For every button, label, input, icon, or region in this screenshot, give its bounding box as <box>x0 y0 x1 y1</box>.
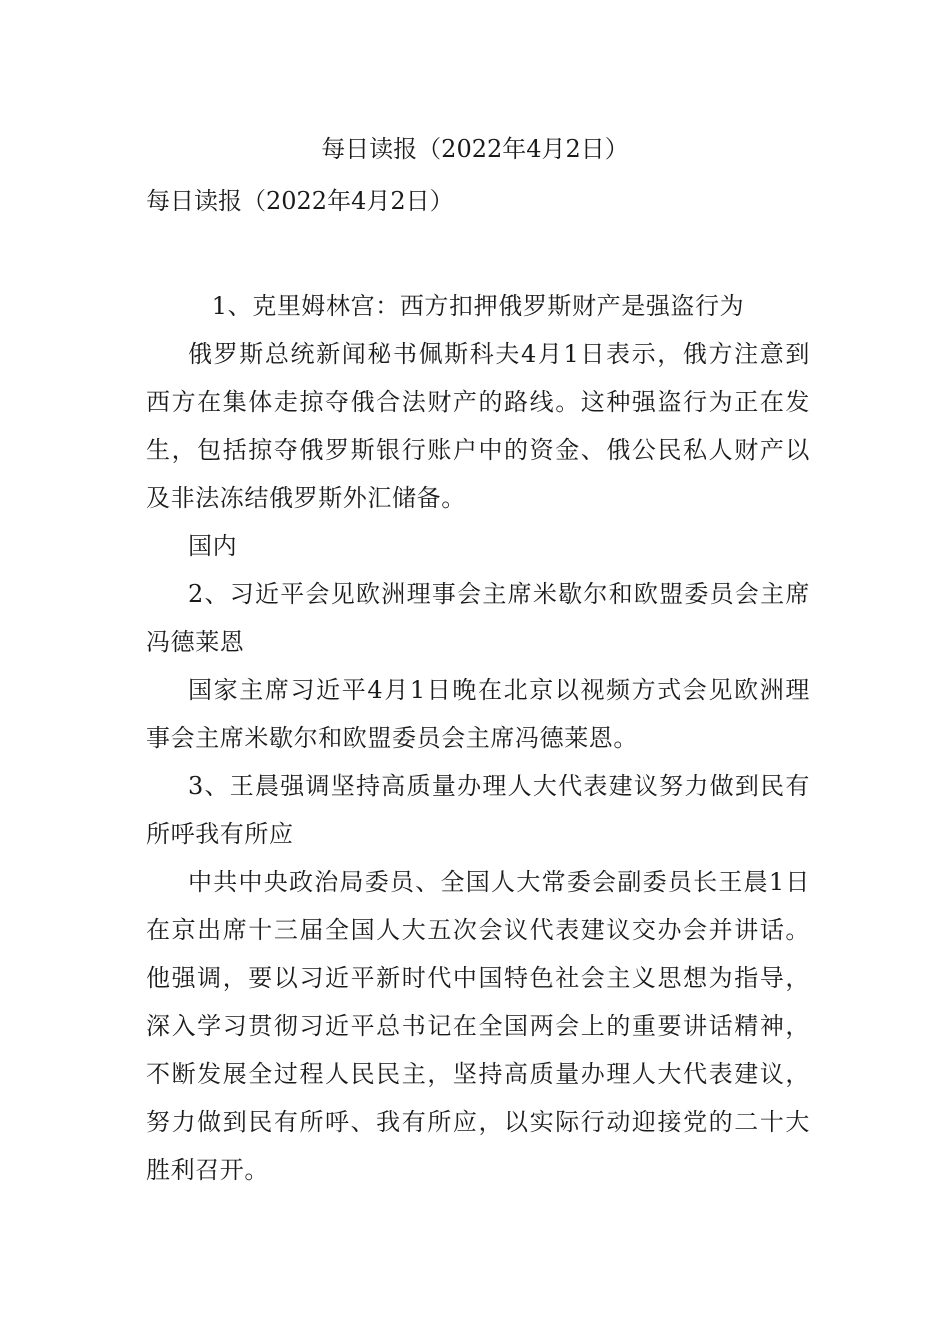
paragraph-3: 中共中央政治局委员、全国人大常委会副委员长王晨1日在京出席十三届全国人大五次会议代表建议交办会并讲话。他强调，要以习近平新时代中国特色社会主义思想为指导，深入学习贯彻习近平总书记在全国两会上的重要讲话精神，不断发展全过程人民民主，坚持高质量办理人大代表建议，努力做到民有所呼、我有所应，以实际行动迎接党的二十大胜利召开。 <box>146 868 810 1184</box>
document-title: 每日读报（2022年4月2日） <box>321 135 629 163</box>
paragraph-1: 俄罗斯总统新闻秘书佩斯科夫4月1日表示，俄方注意到西方在集体走掠夺俄合法财产的路线。这种强盗行为正在发生，包括掠夺俄罗斯银行账户中的资金、俄公民私人财产以及非法冻结俄罗斯外汇储备。 <box>146 340 810 512</box>
section-label-domestic: 国内 <box>188 532 238 560</box>
section-heading-1: 1、克里姆林宫：西方扣押俄罗斯财产是强盗行为 <box>211 292 745 320</box>
section-heading-2: 2、习近平会见欧洲理事会主席米歇尔和欧盟委员会主席冯德莱恩 <box>146 580 810 656</box>
document-body <box>146 282 810 1194</box>
document-subtitle: 每日读报（2022年4月2日） <box>146 187 454 215</box>
paragraph-2: 国家主席习近平4月1日晚在北京以视频方式会见欧洲理事会主席米歇尔和欧盟委员会主席冯德莱恩。 <box>146 676 810 752</box>
section-heading-3: 3、王晨强调坚持高质量办理人大代表建议努力做到民有所呼我有所应 <box>146 772 810 848</box>
